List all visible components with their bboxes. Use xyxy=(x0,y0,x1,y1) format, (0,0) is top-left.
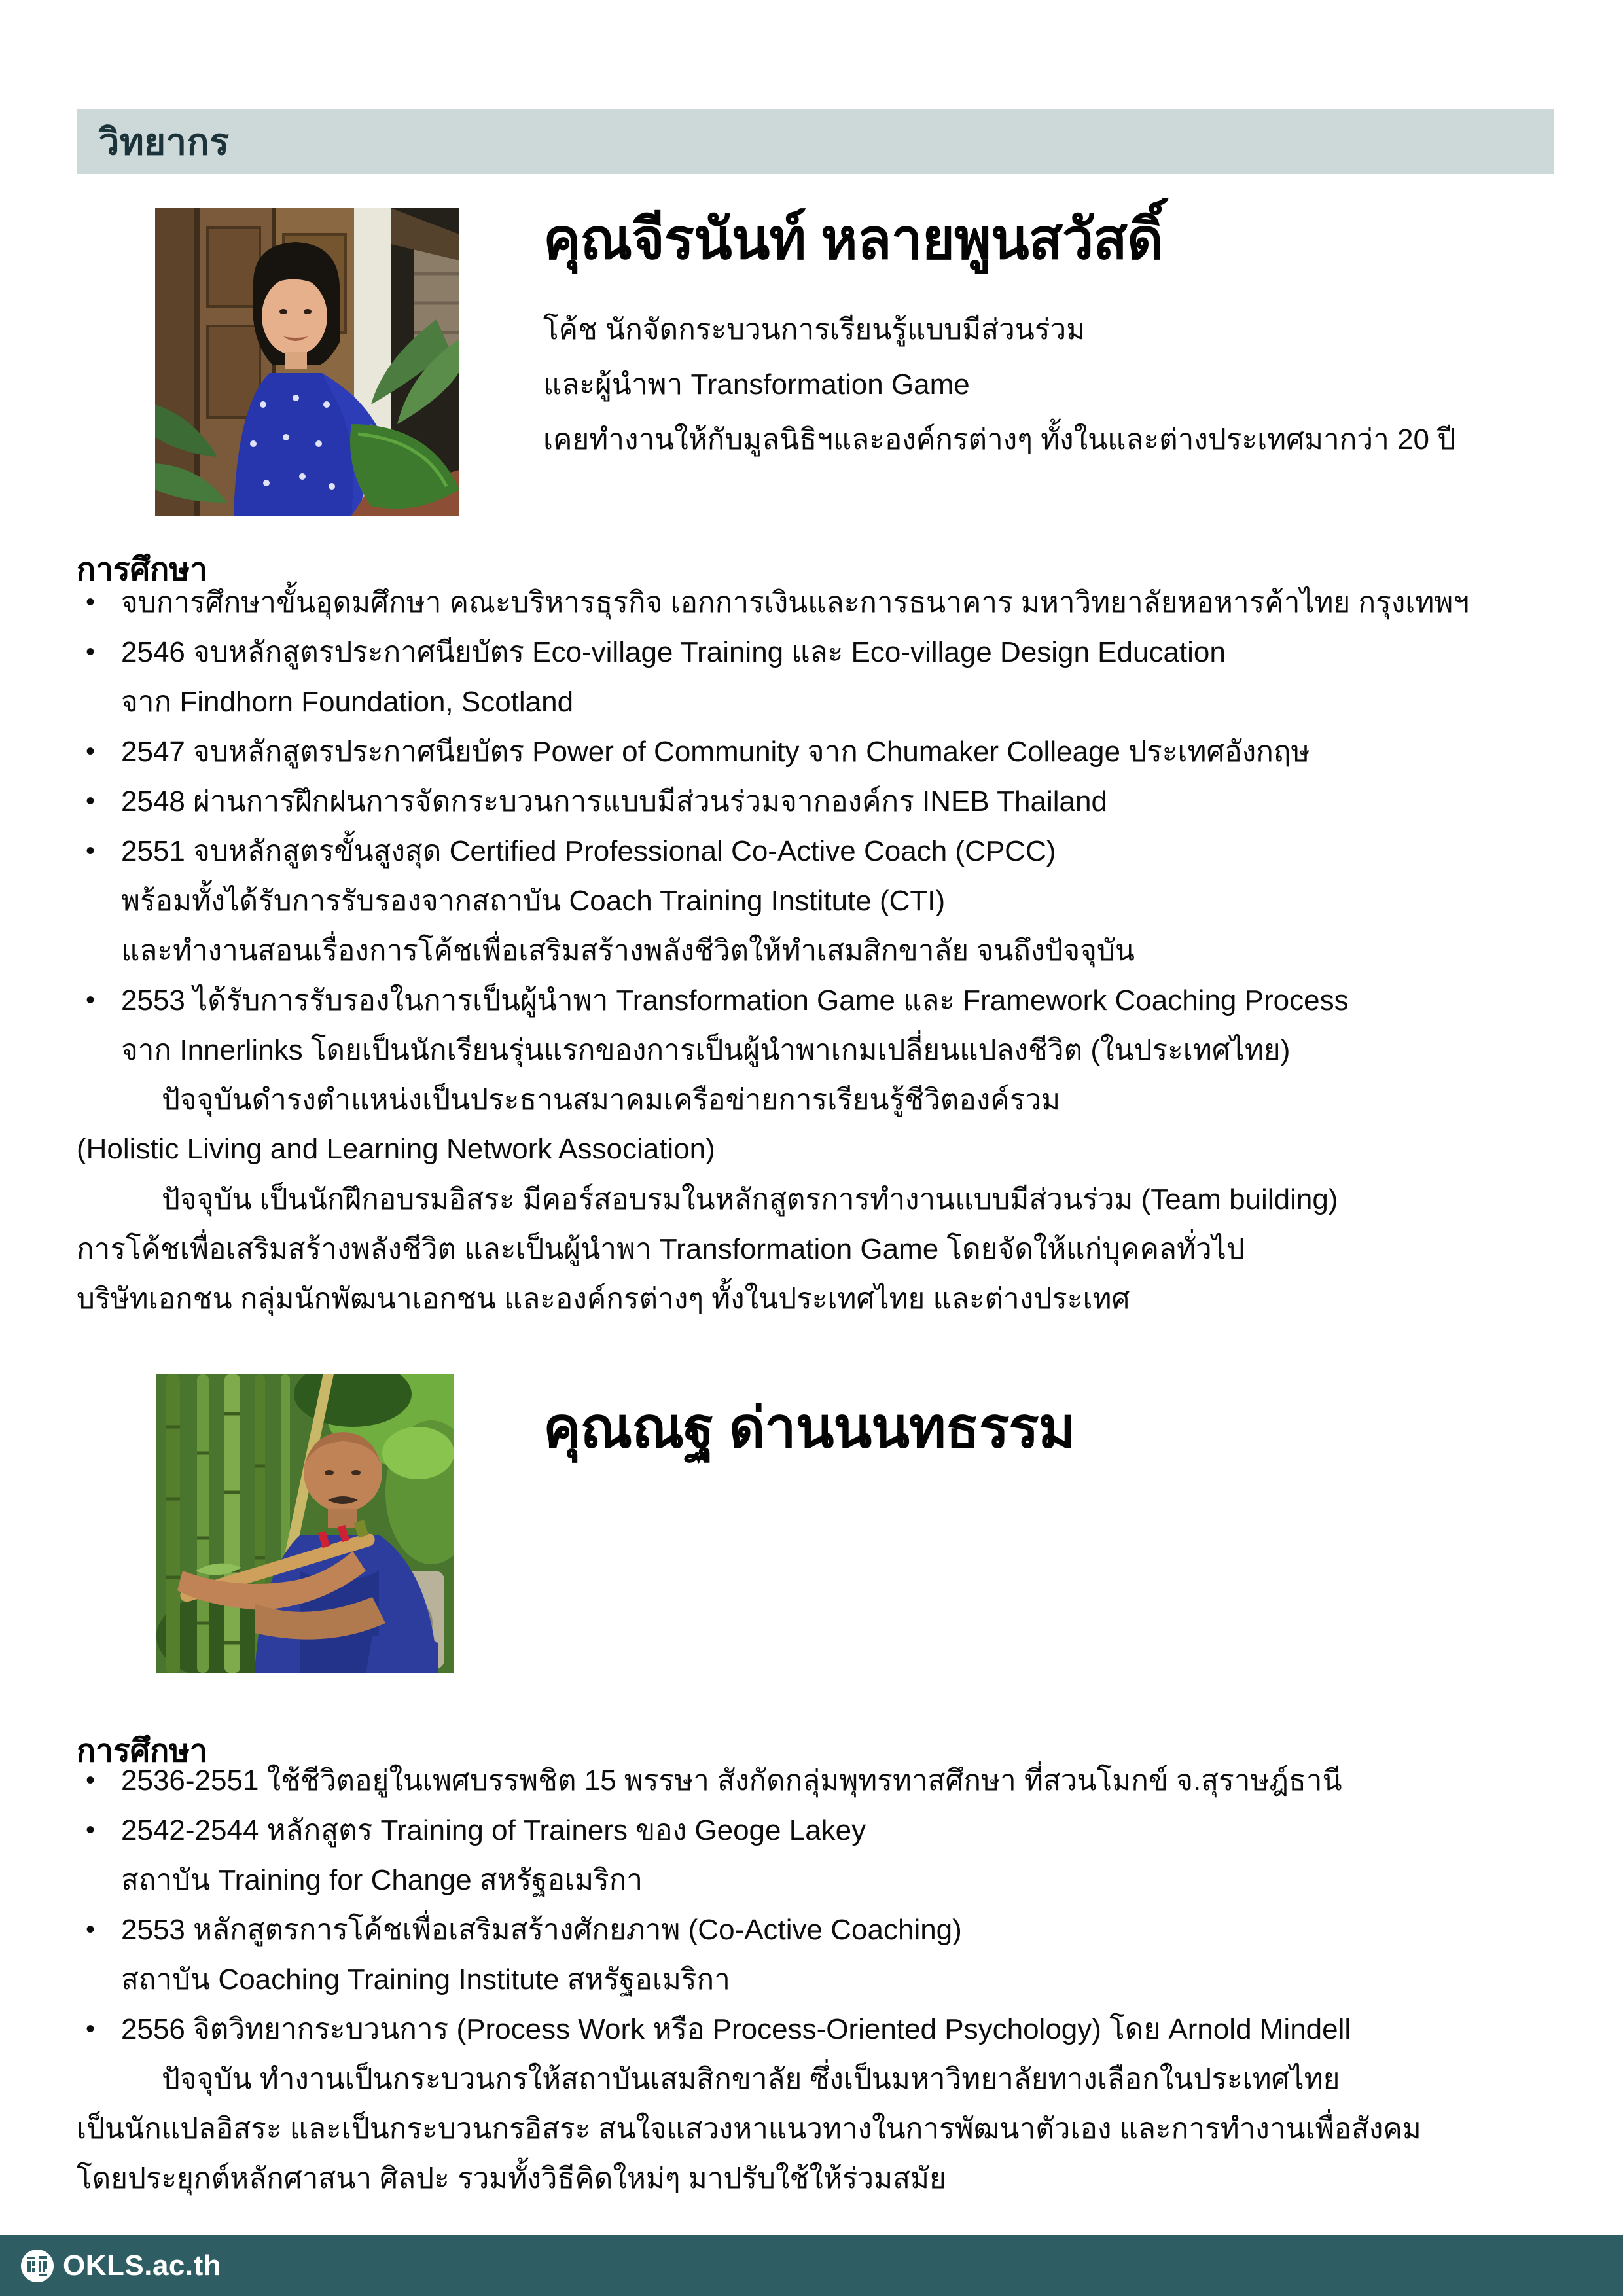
education-item: • 2536-2551 ใช้ชีวิตอยู่ในเพศบรรพชิต 15 พรรษา สังกัดกลุ่มพุทรทาสศึกษา ที่สวนโมกข์ จ.สุราษฎ์ธานี xyxy=(77,1755,1582,1805)
education-heading-1: การศึกษา xyxy=(77,552,207,587)
paragraph-line: โดยประยุกต์หลักศาสนา ศิลปะ รวมทั้งวิธีคิดใหม่ๆ มาปรับใช้ให้ร่วมสมัย xyxy=(77,2162,946,2195)
speaker2-current-roles xyxy=(77,2054,1582,2203)
speaker1-intro xyxy=(543,302,1455,467)
paragraph-line: เป็นนักแปลอิสระ และเป็นกระบวนกรอิสระ สนใจแสวงหาแนวทางในการพัฒนาตัวเอง และการทำงานเพื่อสังคม xyxy=(77,2113,1421,2145)
education-item: • 2547 จบหลักสูตรประกาศนียบัตร Power of Community จาก Chumaker Colleage ประเทศอังกฤษ xyxy=(77,726,1582,776)
speaker2-photo-illustration xyxy=(156,1374,454,1673)
footer-bar xyxy=(0,2235,1623,2296)
bullet-dot: • xyxy=(86,1765,96,1795)
speaker1-intro-line: และผู้นำพา Transformation Game xyxy=(543,368,970,401)
section-header-band xyxy=(77,109,1554,174)
education-item: • จบการศึกษาขั้นอุดมศึกษา คณะบริหารธุรกิจ เอกการเงินและการธนาคาร มหาวิทยาลัยหอหารค้าไทย กรุงเทพฯ xyxy=(77,577,1582,627)
bullet-dot: • xyxy=(86,985,96,1014)
speaker1-intro-line: เคยทำงานให้กับมูลนิธิฯและองค์กรต่างๆ ทั้งในและต่างประเทศมากว่า 20 ปี xyxy=(543,423,1456,456)
speaker2-photo xyxy=(156,1374,454,1673)
paragraph-line: (Holistic Living and Learning Network Association) xyxy=(77,1133,715,1165)
speaker1-photo xyxy=(155,208,459,516)
speaker1-current-roles xyxy=(77,1075,1582,1323)
speaker2-education-list xyxy=(77,1755,1582,2054)
bullet-dot: • xyxy=(86,836,96,865)
education-heading-2: การศึกษา xyxy=(77,1734,207,1768)
education-item: สถาบัน Coaching Training Institute สหรัฐอเมริกา xyxy=(121,1964,730,1996)
education-item: • 2553 ได้รับการรับรองในการเป็นผู้นำพา Transformation Game และ Framework Coaching Process xyxy=(77,975,1582,1025)
bullet-dot: • xyxy=(86,736,96,766)
footer-site-link[interactable]: OKLS.ac.th xyxy=(63,2249,222,2282)
bullet-dot: • xyxy=(86,2014,96,2043)
education-item: • 2542-2544 หลักสูตร Training of Trainers ของ Geoge Lakey xyxy=(77,1805,1582,1855)
bullet-dot: • xyxy=(86,1815,96,1844)
education-item: • 2556 จิตวิทยากระบวนการ (Process Work หรือ Process-Oriented Psychology) โดย Arnold Mindell xyxy=(77,2004,1582,2054)
bullet-dot: • xyxy=(86,587,96,617)
education-item: • 2551 จบหลักสูตรขั้นสูงสุด Certified Professional Co-Active Coach (CPCC) xyxy=(77,826,1582,876)
speaker1-intro-line: โค้ช นักจัดกระบวนการเรียนรู้แบบมีส่วนร่วม xyxy=(543,314,1086,346)
speaker1-education-list xyxy=(77,577,1582,1075)
paragraph-line: ปัจจุบันดำรงตำแหน่งเป็นประธานสมาคมเครือข่ายการเรียนรู้ชีวิตองค์รวม xyxy=(162,1084,1061,1116)
education-item: • 2546 จบหลักสูตรประกาศนียบัตร Eco-village Training และ Eco-village Design Education xyxy=(77,627,1582,677)
speaker1-photo-illustration xyxy=(155,208,459,516)
chinese-seal-icon xyxy=(21,2250,54,2282)
bullet-dot: • xyxy=(86,786,96,816)
education-item: และทำงานสอนเรื่องการโค้ชเพื่อเสริมสร้างพลังชีวิตให้ทำเสมสิกขาลัย จนถึงปัจจุบัน xyxy=(121,935,1135,967)
bullet-dot: • xyxy=(86,1914,96,1944)
education-item: • 2553 หลักสูตรการโค้ชเพื่อเสริมสร้างศักยภาพ (Co-Active Coaching) xyxy=(77,1905,1582,1954)
education-item: • 2548 ผ่านการฝึกฝนการจัดกระบวนการแบบมีส่วนร่วมจากองค์กร INEB Thailand xyxy=(77,776,1582,826)
speaker2-name: คุณณฐ ด่านนนทธรรม xyxy=(543,1397,1075,1460)
education-item: พร้อมทั้งได้รับการรับรองจากสถาบัน Coach Training Institute (CTI) xyxy=(121,885,946,917)
paragraph-line: ปัจจุบัน ทำงานเป็นกระบวนกรให้สถาบันเสมสิกขาลัย ซึ่งเป็นมหาวิทยาลัยทางเลือกในประเทศไทย xyxy=(162,2063,1340,2095)
paragraph-line: การโค้ชเพื่อเสริมสร้างพลังชีวิต และเป็นผู้นำพา Transformation Game โดยจัดให้แก่บุคคลทั่วไป xyxy=(77,1233,1245,1265)
paragraph-line: บริษัทเอกชน กลุ่มนักพัฒนาเอกชน และองค์กรต่างๆ ทั้งในประเทศไทย และต่างประเทศ xyxy=(77,1283,1130,1315)
education-item: สถาบัน Training for Change สหรัฐอเมริกา xyxy=(121,1864,643,1896)
education-item: จาก Findhorn Foundation, Scotland xyxy=(121,686,574,718)
speaker1-name: คุณจีรนันท์ หลายพูนสวัสดิ์ xyxy=(543,208,1163,271)
paragraph-line: ปัจจุบัน เป็นนักฝึกอบรมอิสระ มีคอร์สอบรมในหลักสูตรการทำงานแบบมีส่วนร่วม (Team building) xyxy=(162,1183,1338,1215)
page-title: วิทยากร xyxy=(99,120,230,162)
bullet-dot: • xyxy=(86,637,96,666)
education-item: จาก Innerlinks โดยเป็นนักเรียนรุ่นแรกของการเป็นผู้นำพาเกมเปลี่ยนแปลงชีวิต (ในประเทศไทย) xyxy=(121,1034,1291,1066)
